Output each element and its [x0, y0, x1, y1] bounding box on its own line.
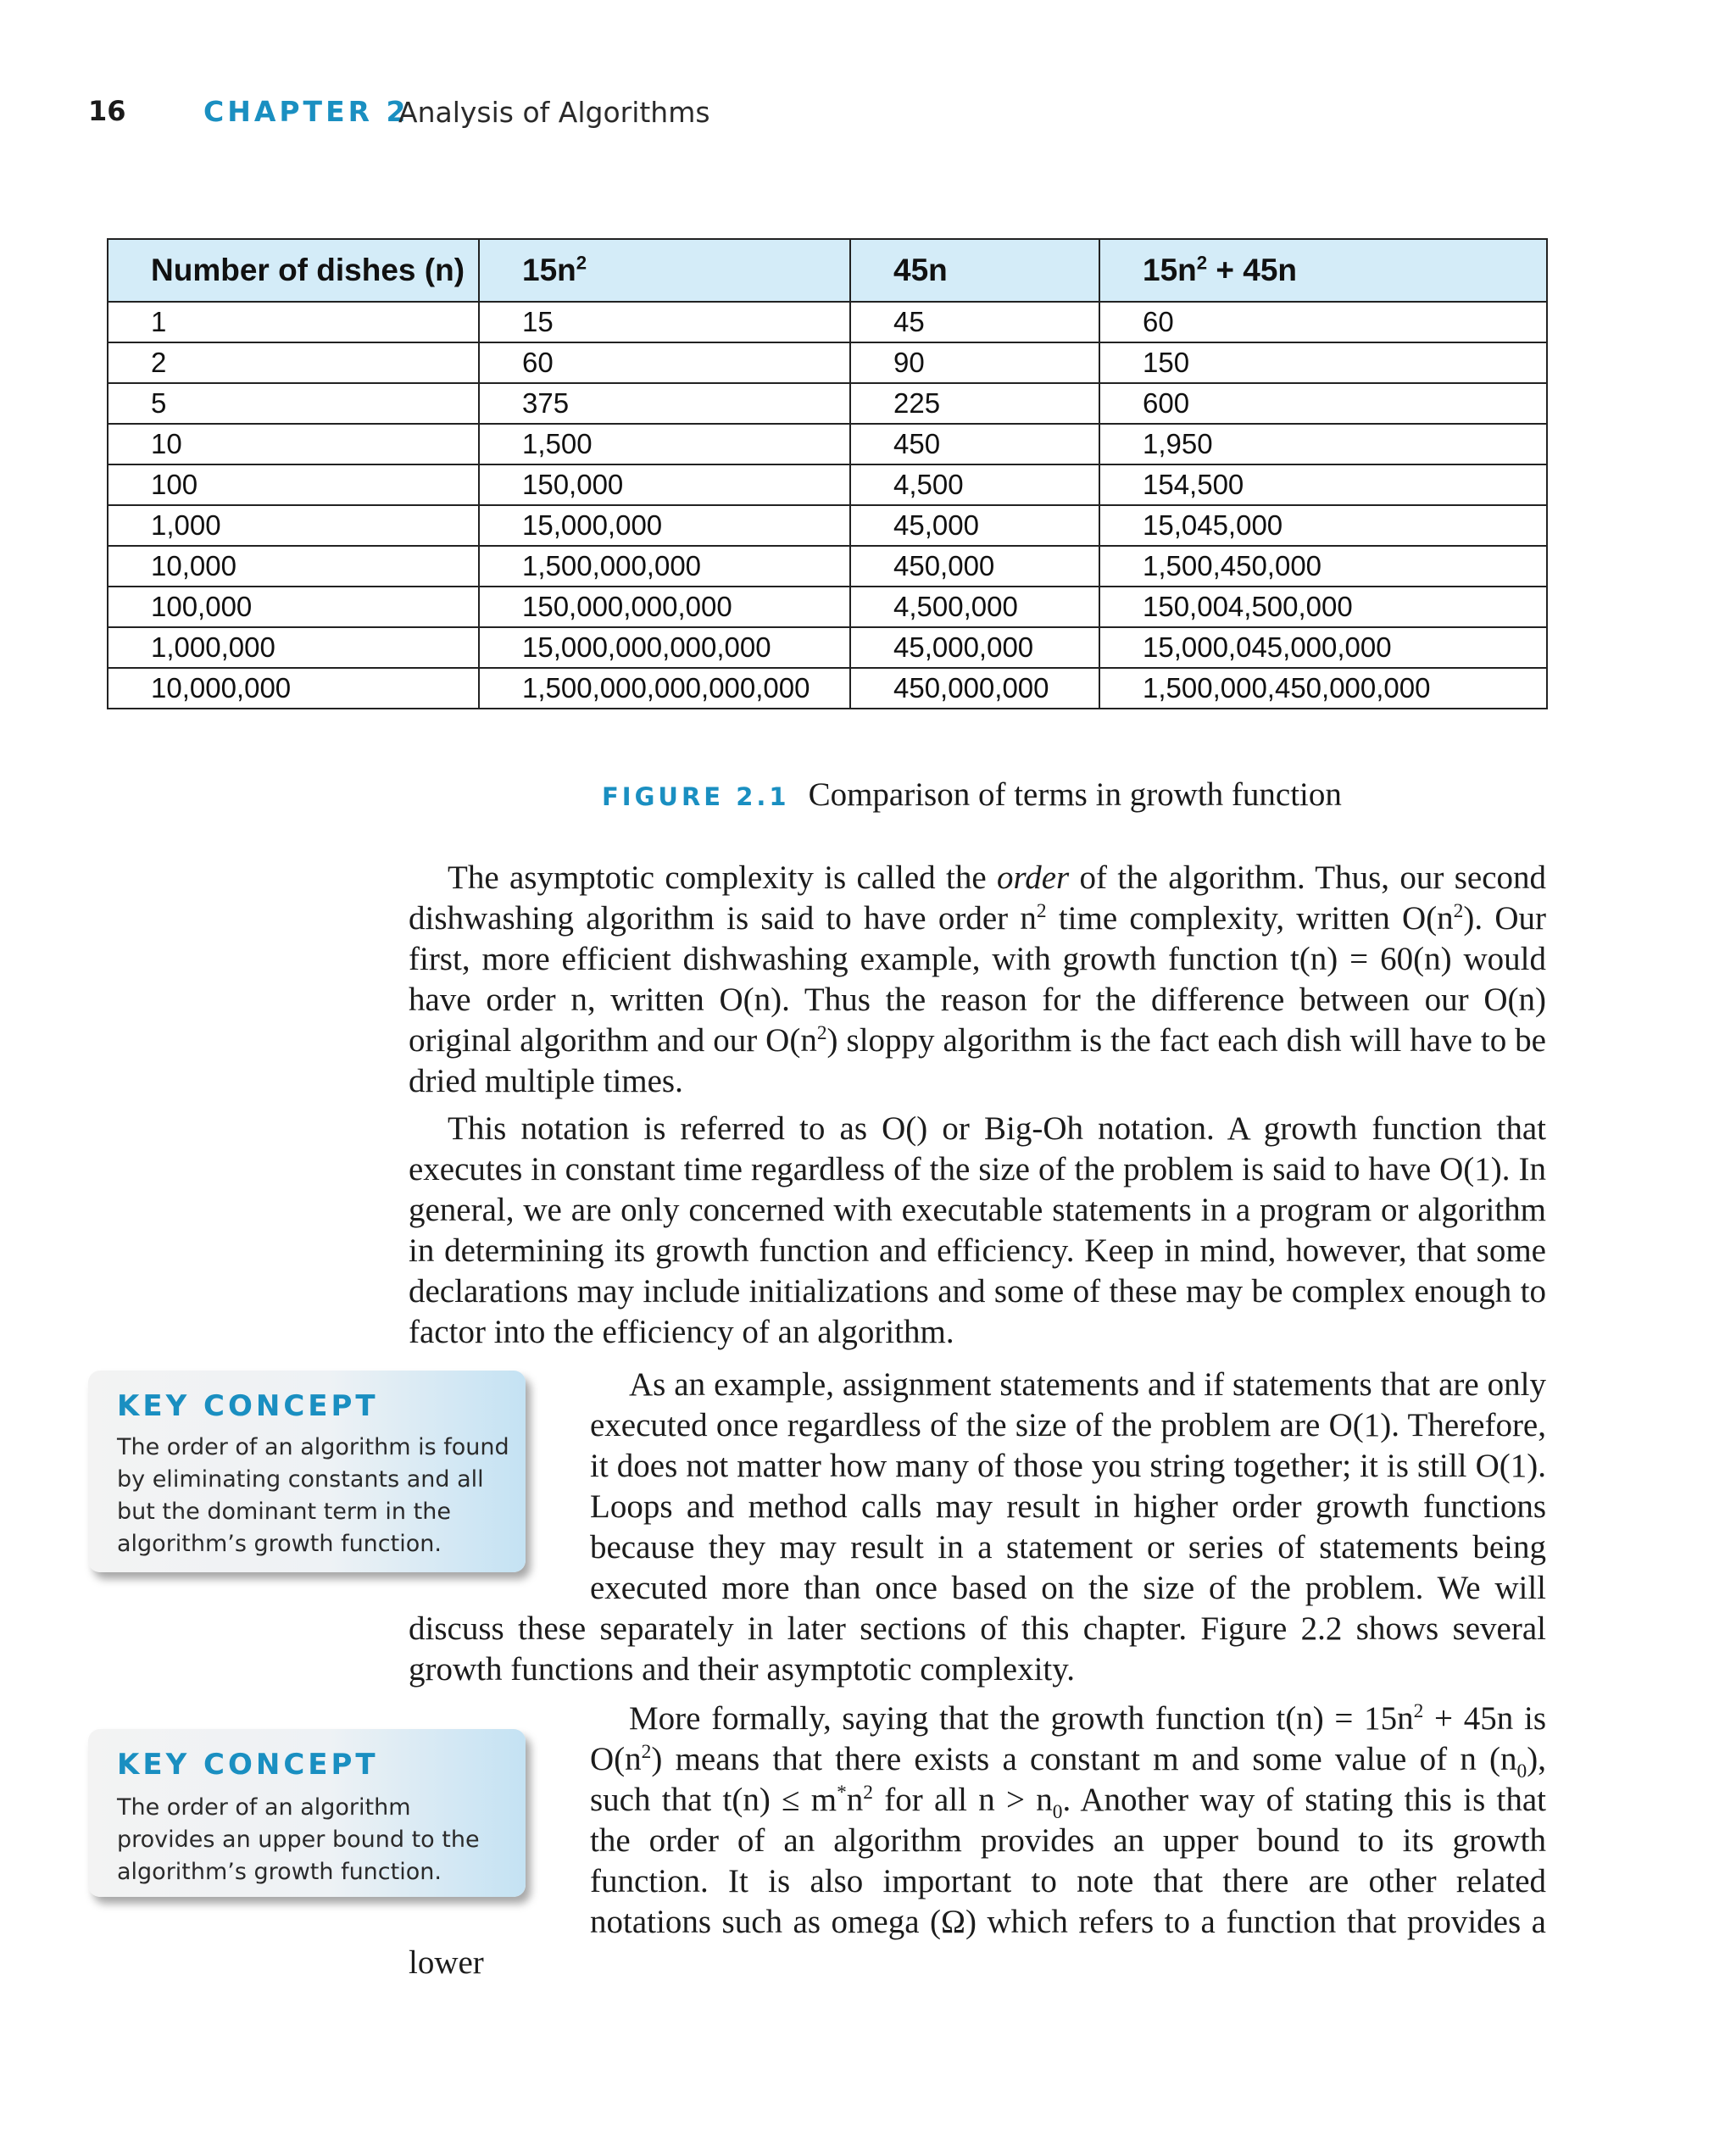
table-cell: 1,950 [1099, 424, 1547, 464]
table-cell: 45 [850, 302, 1099, 342]
page-number: 16 [88, 95, 126, 127]
table-cell: 15,045,000 [1099, 505, 1547, 546]
table-cell: 225 [850, 383, 1099, 424]
table-cell: 450 [850, 424, 1099, 464]
table-cell: 15,000,000,000,000 [479, 627, 850, 668]
table-row [108, 424, 1547, 464]
body-paragraph-3: As an example, assignment statements and if statements that are only executed once regardless of the size of the problem are O(1). Therefore, it does not matter how many of those you string together; it is still O(1). Loops and method calls may result in higher order growth functions because they may result in a statement or series of statements being executed more than once based on the size of the problem. We will discuss these separately in later sections of this chapter. Figure 2.2 shows several growth functions and their asymptotic complexity. [409, 1366, 1546, 1688]
table-cell: 600 [1099, 383, 1547, 424]
table-cell: 15 [479, 302, 850, 342]
column-header-dishes: Number of dishes (n) [108, 239, 479, 302]
body-paragraph-4: More formally, saying that the growth function $t(n) = 15n^2 + 45n$ is $O(n^2)$ means that there exists a constant m and some value of n $(n_0)$, such that $t(n) \le m^*n^2$ for all $n > n_0$. Another way of stating this is that the order of an algorithm provides an upper bound to its growth function. It is also important to note that there are other related notations such as omega (Ω) which refers to a function that provides a lower [409, 1700, 1546, 1981]
column-header-15n2: $15n^2$ [479, 239, 850, 302]
table-cell: 2 [108, 342, 479, 383]
table-cell: 1,500,000,000 [479, 546, 850, 587]
figure-caption-text: Comparison of terms in growth function [808, 776, 1342, 813]
table-row [108, 383, 1547, 424]
body-paragraph-1: The asymptotic complexity is called the order of the algorithm. Thus, our second dishwashing algorithm is said to have order $n^2$ time complexity, written $O(n^2)$. Our first, more efficient dishwashing example, with growth function t(n) = 60(n) would have order n, written O(n). Thus the reason for the difference between our O(n) original algorithm and our $O(n^2)$ sloppy algorithm is the fact each dish will have to be dried multiple times. [409, 859, 1547, 1099]
table-cell: 60 [479, 342, 850, 383]
table-cell: 150 [1099, 342, 1547, 383]
table-cell: 90 [850, 342, 1099, 383]
table-cell: 1,500,000,000,000,000 [479, 668, 850, 709]
table-cell: 1,000,000 [108, 627, 479, 668]
table-cell: 375 [479, 383, 850, 424]
table-row [108, 342, 1547, 383]
key-concept-box-2 [88, 1729, 526, 1897]
table-row [108, 464, 1547, 505]
table-cell: 4,500,000 [850, 587, 1099, 627]
table-cell: 150,004,500,000 [1099, 587, 1547, 627]
column-header-sum: $15n^2 + 45n$ [1099, 239, 1547, 302]
key-concept-title: KEY CONCEPT [117, 1748, 379, 1782]
table-row [108, 505, 1547, 546]
body-paragraph-2: This notation is referred to as O() or Big-Oh notation. A growth function that executes in constant time regardless of the size of the problem is said to have O(1). In general, we are only concerned with executable statements in a program or algorithm in determining its growth function and efficiency. Keep in mind, however, that some declarations may include initializations and some of these may be complex enough to factor into the efficiency of an algorithm. [409, 1110, 1546, 1350]
column-header-45n: 45n [850, 239, 1099, 302]
chapter-title: Analysis of Algorithms [398, 96, 710, 129]
table-cell: 4,500 [850, 464, 1099, 505]
figure-caption [602, 776, 1342, 814]
table-cell: 10 [108, 424, 479, 464]
chapter-label: CHAPTER 2 [203, 95, 409, 128]
table-cell: 45,000 [850, 505, 1099, 546]
table-row [108, 546, 1547, 587]
table-cell: 5 [108, 383, 479, 424]
growth-table [107, 238, 1548, 709]
table-cell: 1,500 [479, 424, 850, 464]
table-cell: 45,000,000 [850, 627, 1099, 668]
table-cell: 1 [108, 302, 479, 342]
table-cell: 10,000,000 [108, 668, 479, 709]
table-row [108, 627, 1547, 668]
table-cell: 1,500,000,450,000,000 [1099, 668, 1547, 709]
table-row [108, 587, 1547, 627]
table-body [108, 302, 1547, 709]
table-row [108, 302, 1547, 342]
key-concept-box-1 [88, 1371, 526, 1572]
table-cell: 100,000 [108, 587, 479, 627]
table-row [108, 668, 1547, 709]
table-cell: 154,500 [1099, 464, 1547, 505]
table-cell: 450,000,000 [850, 668, 1099, 709]
table-cell: 10,000 [108, 546, 479, 587]
figure-label: FIGURE 2.1 [602, 782, 790, 811]
key-concept-text: The order of an algorithm provides an upper bound to the algorithm’s growth function. [117, 1794, 480, 1885]
table-cell: 150,000,000,000 [479, 587, 850, 627]
table-cell: 60 [1099, 302, 1547, 342]
key-concept-title: KEY CONCEPT [117, 1389, 379, 1423]
table-cell: 1,500,450,000 [1099, 546, 1547, 587]
table-cell: 15,000,045,000,000 [1099, 627, 1547, 668]
table-cell: 15,000,000 [479, 505, 850, 546]
table-cell: 150,000 [479, 464, 850, 505]
table-cell: 100 [108, 464, 479, 505]
table-cell: 1,000 [108, 505, 479, 546]
table-cell: 450,000 [850, 546, 1099, 587]
key-concept-text: The order of an algorithm is found by eliminating constants and all but the dominant term in the algorithm’s growth function. [117, 1434, 509, 1557]
table-header-row [108, 239, 1547, 302]
